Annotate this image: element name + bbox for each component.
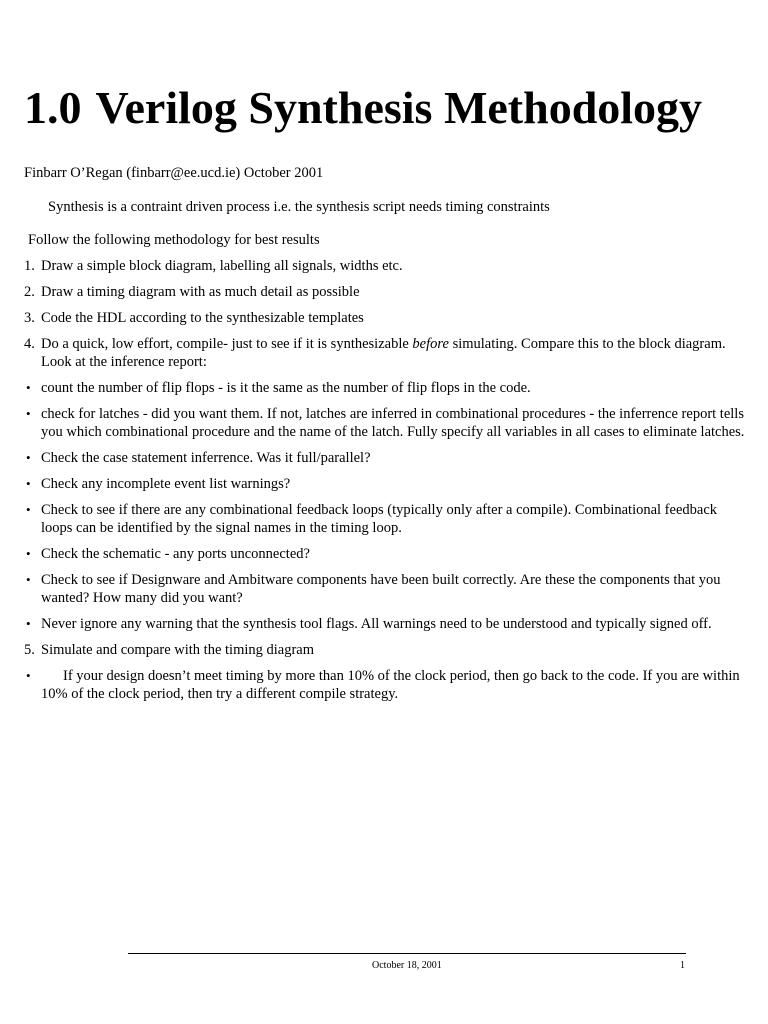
list-item-step-2	[24, 283, 746, 301]
bullet-icon: •	[26, 450, 31, 465]
footer-date: October 18, 2001	[372, 960, 442, 971]
emphasis-text: before	[412, 336, 449, 352]
list-item-text	[41, 336, 726, 370]
author-line: Finbarr O’Regan (finbarr@ee.ucd.ie) October 2001	[24, 165, 324, 181]
list-item-bullet-case-statement	[24, 449, 746, 467]
methodology-list	[24, 257, 746, 711]
bullet-icon: •	[26, 572, 31, 587]
list-marker: 1.	[24, 258, 35, 274]
lead-paragraph: Follow the following methodology for best results	[28, 232, 320, 248]
bullet-icon: •	[26, 616, 31, 631]
text-after-emphasis: simulating. Compare this to the block diagram. Look at the inference report:	[41, 336, 726, 370]
list-item-bullet-latches	[24, 405, 746, 441]
list-item-text: Check the case statement inferrence. Was it full/parallel?	[41, 450, 371, 466]
page-title	[24, 80, 702, 136]
bullet-icon: •	[26, 502, 31, 517]
list-item-step-5	[24, 641, 746, 659]
list-item-text: If your design doesn’t meet timing by more than 10% of the clock period, then go back to the code. If you are within 10% of the clock period, then try a different compile strategy.	[41, 668, 740, 702]
list-marker: 2.	[24, 284, 35, 300]
text-before-emphasis: Do a quick, low effort, compile- just to see if it is synthesizable	[41, 336, 413, 352]
list-item-text: Simulate and compare with the timing diagram	[41, 642, 315, 658]
list-marker: 3.	[24, 310, 35, 326]
bullet-icon: •	[26, 406, 31, 421]
section-number: 1.0	[24, 82, 82, 133]
bullet-icon: •	[26, 546, 31, 561]
bullet-icon: •	[26, 668, 31, 683]
list-item-text: count the number of flip flops - is it the same as the number of flip flops in the code.	[41, 380, 531, 396]
list-marker: 4.	[24, 336, 35, 352]
list-item-text: Check to see if there are any combinational feedback loops (typically only after a compile). Combinational feedback loops can be identified by the signal names in the timing loop.	[41, 502, 718, 536]
footer-divider	[128, 953, 686, 954]
list-item-bullet-designware	[24, 571, 746, 607]
list-item-bullet-feedback-loops	[24, 501, 746, 537]
intro-paragraph: Synthesis is a contraint driven process i.e. the synthesis script needs timing constraints	[48, 199, 550, 215]
list-item-bullet-timing	[24, 667, 746, 703]
list-item-text: check for latches - did you want them. If not, latches are inferred in combinational procedures - the inferrence report tells you which combinational procedure and the name of the latch. Fully specify all variables in all cases to eliminate latches.	[41, 406, 745, 440]
list-item-bullet-event-list	[24, 475, 746, 493]
list-item-text: Check any incomplete event list warnings?	[41, 476, 291, 492]
list-marker: 5.	[24, 642, 35, 658]
list-item-step-3	[24, 309, 746, 327]
list-item-step-4	[24, 335, 746, 371]
list-item-bullet-warnings	[24, 615, 746, 633]
bullet-icon: •	[26, 476, 31, 491]
list-item-text: Code the HDL according to the synthesizable templates	[41, 310, 364, 326]
list-item-text: Check to see if Designware and Ambitware components have been built correctly. Are these the components that you wanted? How many did you want?	[41, 572, 721, 606]
bullet-icon: •	[26, 380, 31, 395]
page-number: 1	[680, 960, 685, 971]
title-text: Verilog Synthesis Methodology	[95, 82, 703, 133]
list-item-step-1	[24, 257, 746, 275]
list-item-bullet-flip-flops	[24, 379, 746, 397]
list-item-bullet-schematic	[24, 545, 746, 563]
list-item-text: Draw a timing diagram with as much detail as possible	[41, 284, 360, 300]
list-item-text: Check the schematic - any ports unconnected?	[41, 546, 310, 562]
list-item-text: Never ignore any warning that the synthesis tool flags. All warnings need to be understood and typically signed off.	[41, 616, 712, 632]
list-item-text: Draw a simple block diagram, labelling all signals, widths etc.	[41, 258, 403, 274]
